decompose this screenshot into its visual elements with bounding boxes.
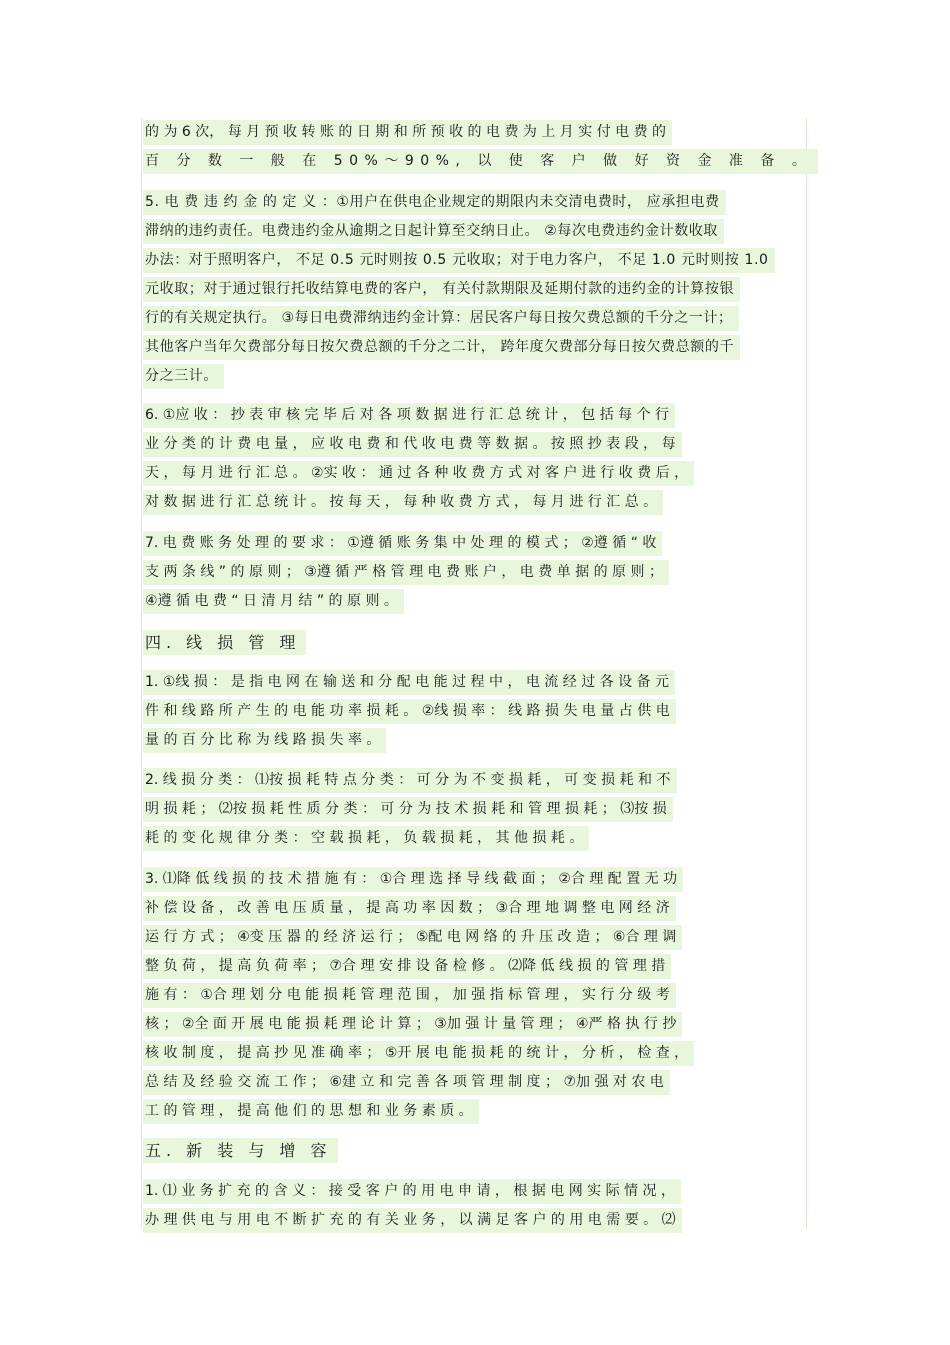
text-line: 补 偿 设 备 ， 改 善 电 压 质 量 ， 提 高 功 率 因 数 ； ③合 理 地 调 整 电 网 经 济 — [143, 896, 676, 921]
text-line: 耗 的 变 化 规 律 分 类 ： 空 载 损 耗 ， 负 载 损 耗 ， 其 他 损 耗 。 — [143, 826, 589, 851]
text-line: 1. ①线 损 ： 是 指 电 网 在 输 送 和 分 配 电 能 过 程 中 ， 电 流 经 过 各 设 备 元 — [143, 670, 675, 695]
text-line: 5. 电 费 违 约 金 的 定 义 ：①用户在供电企业规定的期限内未交清电费时， 应承担电费 — [143, 190, 726, 215]
text-line: 元收取；对于通过银行托收结算电费的客户， 有关付款期限及延期付款的违约金的计算按银 — [143, 277, 740, 302]
text-line: 办法：对于照明客户， 不足 0.5 元时则按 0.5 元收取；对于电力客户， 不足 1.0 元时则按 1.0 — [143, 248, 775, 273]
text-line: 量 的 百 分 比 称 为 线 路 损 失 率 。 — [143, 728, 386, 753]
text-line: 总 结 及 经 验 交 流 工 作 ； ⑥建 立 和 完 善 各 项 管 理 制 度 ； ⑦加 强 对 农 电 — [143, 1070, 670, 1095]
text-line: 对 数 据 进 行 汇 总 统 计 。 按 每 天 ， 每 种 收 费 方 式 ， 每 月 进 行 汇 总 。 — [143, 490, 663, 515]
text-line: 件 和 线 路 所 产 生 的 电 能 功 率 损 耗 。 ②线 损 率 ： 线 路 损 失 电 量 占 供 电 — [143, 699, 676, 724]
text-line: 7. 电 费 账 务 处 理 的 要 求 ： ①遵 循 账 务 集 中 处 理 的 模 式 ； ②遵 循 “ 收 — [143, 531, 662, 556]
text-line: 行的有关规定执行。 ③每日电费滞纳违约金计算：居民客户每日按欠费总额的千分之一计； — [143, 306, 739, 331]
text-line: 6. ①应 收 ： 抄 表 审 核 完 毕 后 对 各 项 数 据 进 行 汇 总 统 计 ， 包 括 每 个 行 — [143, 403, 675, 428]
section-heading: 五. 新 装 与 增 容 — [143, 1138, 338, 1163]
text-line: 核 收 制 度 ， 提 高 抄 见 准 确 率 ； ⑤开 展 电 能 损 耗 的 统 计 ， 分 析 ， 检 查 ， — [143, 1041, 694, 1066]
text-line: 分之三计。 — [143, 364, 224, 389]
text-line: 其他客户当年欠费部分每日按欠费总额的千分之二计， 跨年度欠费部分每日按欠费总额的千 — [143, 335, 740, 360]
text-line: 工 的 管 理 ， 提 高 他 们 的 思 想 和 业 务 素 质 。 — [143, 1099, 479, 1124]
text-line: 的 为 6 次， 每 月 预 收 转 账 的 日 期 和 所 预 收 的 电 费 为 上 月 实 付 电 费 的 — [143, 120, 672, 145]
text-line: 天 ， 每 月 进 行 汇 总 。 ②实 收 ： 通 过 各 种 收 费 方 式 对 客 户 进 行 收 费 后 ， — [143, 461, 694, 486]
text-line: 百 分 数 一 般 在 50%～90%, 以 使 客 户 做 好 资 金 准 备 。 — [143, 149, 818, 174]
text-line: 3. ⑴降 低 线 损 的 技 术 措 施 有 ： ①合 理 选 择 导 线 截 面 ； ②合 理 配 置 无 功 — [143, 867, 683, 892]
text-line: 运 行 方 式 ； ④变 压 器 的 经 济 运 行 ； ⑤配 电 网 络 的 升 压 改 造 ； ⑥合 理 调 — [143, 925, 682, 950]
text-line: 施 有 ： ①合 理 划 分 电 能 损 耗 管 理 范 围 ， 加 强 指 标 管 理 ， 实 行 分 级 考 — [143, 983, 676, 1008]
text-line: 核 ； ②全 面 开 展 电 能 损 耗 理 论 计 算 ； ③加 强 计 量 管 理 ； ④严 格 执 行 抄 — [143, 1012, 682, 1037]
text-line: 业 分 类 的 计 费 电 量 ， 应 收 电 费 和 代 收 电 费 等 数 据 。 按 照 抄 表 段 ， 每 — [143, 432, 682, 457]
text-line: 1. ⑴ 业 务 扩 充 的 含 义 ： 接 受 客 户 的 用 电 申 请 ， 根 据 电 网 实 际 情 况 ， — [143, 1179, 681, 1204]
section-heading: 四. 线 损 管 理 — [143, 630, 306, 655]
text-line: 明 损 耗 ； ⑵按 损 耗 性 质 分 类 ： 可 分 为 技 术 损 耗 和 管 理 损 耗 ； ⑶按 损 — [143, 797, 673, 822]
text-line: 滞纳的违约责任。电费违约金从逾期之日起计算至交纳日止。 ②每次电费违约金计数收取 — [143, 219, 724, 244]
text-line: 支 两 条 线 ” 的 原 则 ； ③遵 循 严 格 管 理 电 费 账 户 ， 电 费 单 据 的 原 则 ； — [143, 560, 669, 585]
text-line: 2. 线 损 分 类 ： ⑴按 损 耗 特 点 分 类 ： 可 分 为 不 变 损 耗 ， 可 变 损 耗 和 不 — [143, 768, 677, 793]
text-line: 整 负 荷 ， 提 高 负 荷 率 ； ⑦合 理 安 排 设 备 检 修 。 ⑵降 低 线 损 的 管 理 措 — [143, 954, 671, 979]
text-line: 办 理 供 电 与 用 电 不 断 扩 充 的 有 关 业 务 ， 以 满 足 客 户 的 用 电 需 要 。 ⑵ — [143, 1208, 682, 1233]
text-line: ④遵 循 电 费 “ 日 清 月 结 ” 的 原 则 。 — [143, 589, 404, 614]
